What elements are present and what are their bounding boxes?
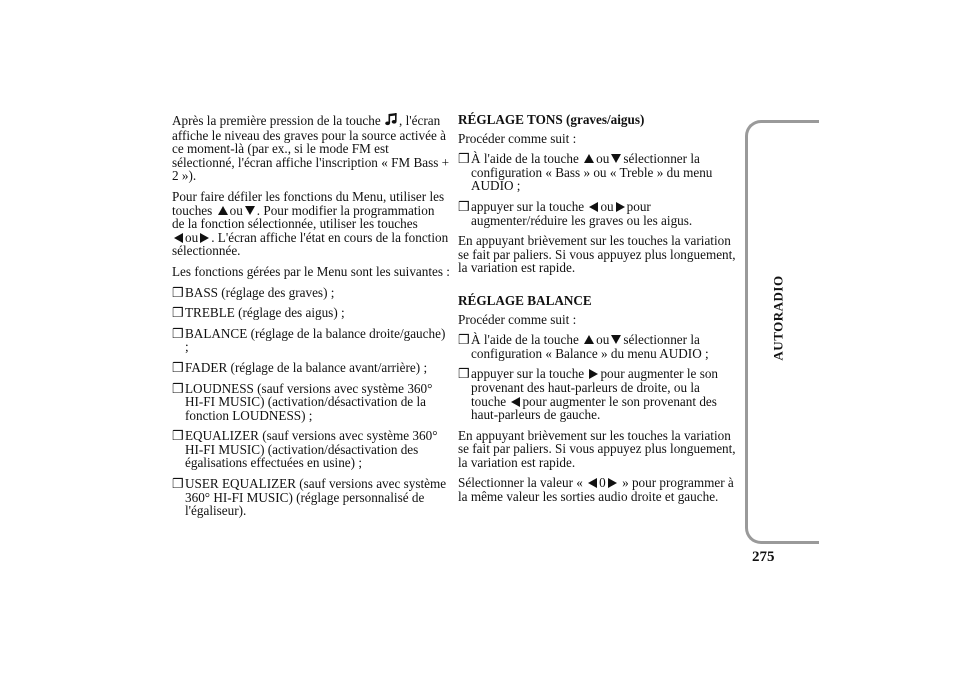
center-value-paragraph: Sélectionner la valeur « 0 » pour programmer à la même valeur les sorties audio droite et gauche. — [458, 475, 734, 505]
music-note-icon — [385, 113, 398, 129]
balance-intro: Procéder comme suit : — [458, 311, 577, 327]
arrow-left-icon — [174, 233, 183, 243]
intro-paragraph — [172, 113, 450, 183]
checkbox-bullet-icon: ❒ — [172, 428, 184, 444]
checkbox-bullet-icon: ❒ — [172, 284, 184, 300]
checkbox-bullet-icon: ❒ — [458, 332, 470, 348]
list-item: ❒appuyer sur la touche pour augmenter le son provenant des haut-parleurs de droite, ou la touche pour augmenter le son provenant des haut-parleurs de gauche. — [458, 366, 719, 423]
chapter-label: AUTORADIO — [771, 275, 787, 361]
arrow-right-icon — [589, 369, 598, 379]
arrow-down-icon — [611, 335, 621, 344]
left-column — [172, 113, 450, 525]
checkbox-bullet-icon: ❒ — [458, 198, 470, 214]
list-item: ❒appuyer sur la touche ou pour augmenter/réduire les graves ou les aigus. — [458, 198, 693, 228]
arrow-up-icon — [584, 154, 594, 163]
checkbox-bullet-icon: ❒ — [172, 380, 184, 396]
functions-intro: Les fonctions gérées par le Menu sont les suivantes : — [172, 263, 450, 279]
list-item — [172, 286, 450, 300]
list-item-text: FADER (réglage de la balance avant/arrière) ; — [185, 359, 428, 375]
navigation-paragraph — [172, 190, 450, 258]
nav-text-3: . L'écran affiche l'état en cours de la fonction sélectionnée. — [172, 229, 449, 259]
list-item — [172, 429, 450, 470]
balance-heading: RÉGLAGE BALANCE — [458, 292, 592, 308]
list-item — [172, 361, 450, 375]
checkbox-bullet-icon: ❒ — [172, 305, 184, 321]
list-item — [172, 382, 450, 423]
list-item-text: BALANCE (réglage de la balance droite/gauche) ; — [185, 325, 446, 355]
arrow-left-icon — [511, 397, 520, 407]
arrow-up-icon — [218, 206, 228, 215]
list-item — [172, 306, 450, 320]
nav-text-2: . Pour modifier la programmation de la fonction sélectionnée, utiliser les touches — [172, 202, 435, 232]
arrow-up-icon — [584, 335, 594, 344]
intro-text-end: , l'écran affiche le niveau des graves pour la source activée à ce moment-là (par ex., si le mode FM est sélectionné, l'écran affiche l'inscription « FM Bass + 2 »). — [172, 113, 450, 184]
checkbox-bullet-icon: ❒ — [458, 366, 470, 382]
checkbox-bullet-icon: ❒ — [172, 359, 184, 375]
tone-note: En appuyant brièvement sur les touches la variation se fait par paliers. Si vous appuyez plus longuement, la variation est rapide. — [458, 233, 736, 276]
checkbox-bullet-icon: ❒ — [172, 325, 184, 341]
nav-text-or-1: ou — [229, 202, 243, 218]
intro-text-start: Après la première pression de la touche — [172, 113, 385, 128]
arrow-left-icon — [589, 202, 598, 212]
balance-value: 0 — [599, 475, 606, 491]
list-item: ❒À l'aide de la touche ou sélectionner la configuration « Bass » ou « Treble » du menu AUDIO ; — [458, 151, 713, 194]
arrow-right-icon — [200, 233, 209, 243]
arrow-left-icon — [588, 478, 597, 488]
tone-heading: RÉGLAGE TONS (graves/aigus) — [458, 112, 645, 127]
list-item — [172, 327, 450, 354]
arrow-right-icon — [616, 202, 625, 212]
list-item — [172, 477, 450, 518]
nav-text-1: Pour faire défiler les fonctions du Menu, utiliser les touches — [172, 188, 445, 218]
tone-intro: Procéder comme suit : — [458, 130, 577, 146]
page-number: 275 — [752, 549, 775, 565]
list-item: ❒À l'aide de la touche ou sélectionner la configuration « Balance » du menu AUDIO ; — [458, 332, 709, 361]
list-item-text: EQUALIZER (sauf versions avec système 360° HI-FI MUSIC) (activation/désactivation des égalisations effectuées en usine) ; — [185, 428, 438, 471]
checkbox-bullet-icon: ❒ — [458, 151, 470, 167]
arrow-right-icon — [608, 478, 617, 488]
right-column — [458, 113, 738, 511]
arrow-down-icon — [245, 206, 255, 215]
list-item-text: BASS (réglage des graves) ; — [185, 284, 335, 300]
list-item-text: LOUDNESS (sauf versions avec système 360° HI-FI MUSIC) (activation/désactivation de la fonction LOUDNESS) ; — [185, 380, 433, 423]
balance-note: En appuyant brièvement sur les touches la variation se fait par paliers. Si vous appuyez plus longuement, la variation est rapide. — [458, 427, 736, 470]
list-item-text: TREBLE (réglage des aigus) ; — [185, 305, 345, 321]
nav-text-or-2: ou — [185, 229, 199, 245]
checkbox-bullet-icon: ❒ — [172, 476, 184, 492]
list-item-text: USER EQUALIZER (sauf versions avec système 360° HI-FI MUSIC) (réglage personnalisé de l'égaliseur). — [185, 476, 447, 519]
arrow-down-icon — [611, 154, 621, 163]
